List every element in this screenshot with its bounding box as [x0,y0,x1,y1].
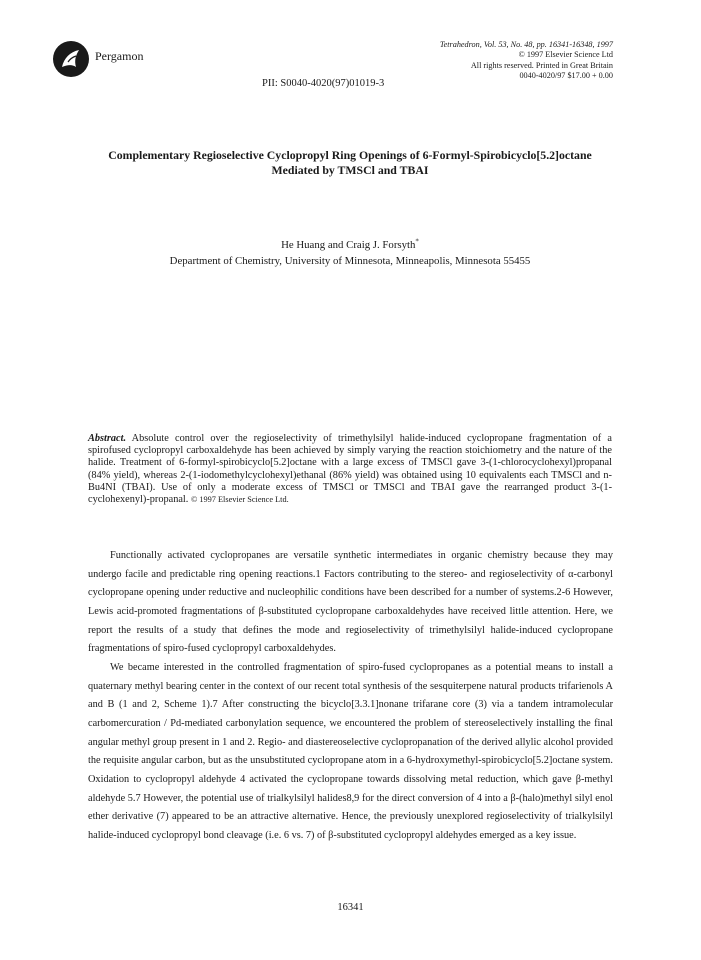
journal-info [283,40,613,82]
abstract-text: Absolute control over the regioselectivity of trimethylsilyl halide-induced cyclopropane fragmentation of a spirofused cyclopropyl carboxaldehyde has been achieved by simply varying the reaction stoichiometry and the nature of the halide. Treatment of 6-formyl-spirobicyclo[5.2]octane with a large excess of TMSCl gave 3-(1-chlorocyclohexyl)propanal (84% yield), whereas 2-(1-iodomethylcyclohexyl)ethanal (86% yield) was obtained using 10 equivalents each TMSCl and n-Bu4NI (TBAI). Use of only a moderate excess of TMSCl or TMSCl and TBAI gave the rearranged product 3-(1-cyclohexenyl)-propanal. [88,433,612,506]
article-title-line-2: Mediated by TMSCl and TBAI [271,163,429,177]
publisher-name: Pergamon [95,49,144,63]
article-body [88,547,613,846]
pii-identifier: PII: S0040-4020(97)01019-3 [262,78,385,89]
article-authors [60,238,640,252]
author-affiliation: Department of Chemistry, University of Minnesota, Minneapolis, Minnesota 55455 [169,255,531,267]
journal-citation: Tetrahedron, Vol. 53, No. 48, pp. 16341-16348, 1997 [439,40,613,49]
journal-copyright: © 1997 Elsevier Science Ltd [518,50,613,60]
body-paragraph-1: Functionally activated cyclopropanes are versatile synthetic intermediates in organic chemistry because they may undergo facile and predictable ring opening reactions.1 Factors contributing to the stereo- and regioselectivity of α-carbonyl cyclopropane opening under reductive and nucleophilic conditions have been described for a number of systems.2-6 However, Lewis acid-promoted fragmentations of β-substituted cyclopropane carboxaldehydes have received little attention. Here, we report the results of a study that defines the mode and regioselectivity of trimethylsilyl halide-induced cyclopropane fragmentations of spiro-fused cyclopropyl carboxaldehydes. [88,550,613,655]
journal-rights: All rights reserved. Printed in Great Britain [470,60,613,70]
article-title [70,148,630,178]
pergamon-logo-icon [52,40,90,78]
page-number: 16341 [337,902,364,913]
corresponding-author-mark: * [415,237,419,246]
article-title-line-1: Complementary Regioselective Cyclopropyl Ring Openings of 6-Formyl-Spirobicyclo[5.2]octane [108,148,592,162]
author-names: He Huang and Craig J. Forsyth [281,239,416,251]
abstract-copyright: © 1997 Elsevier Science Ltd. [190,495,289,505]
abstract-label: Abstract. [88,433,127,444]
abstract [88,433,612,506]
journal-issn: 0040-4020/97 $17.00 + 0.00 [519,71,613,81]
body-paragraph-2: We became interested in the controlled fragmentation of spiro-fused cyclopropanes as a potential means to install a quaternary methyl bearing center in the context of our recent total synthesis of the sesquiterpene natural products trifarienols A and B (1 and 2, Scheme 1).7 After constructing the bicyclo[3.3.1]nonane trifarane core (3) via a tandem intramolecular carbomercuration / Pd-mediated carbonylation sequence, we encountered the problem of stereoselectively installing the final angular methyl group present in 1 and 2. Regio- and diastereoselective cyclopropanation of the derived allylic alcohol provided the requisite angular carbon, but as the unsubstituted cyclopropane atom in a 6-hydroxymethyl-spirobicyclo[5.2]octane system. Oxidation to cyclopropyl aldehyde 4 activated the cyclopropane towards dissolving metal reduction, which gave β-methyl aldehyde 5.7 However, the potential use of trialkylsilyl halides8,9 for the direct conversion of 4 into a β-(halo)methyl silyl enol ether derivative (7) appeared to be an attractive alternative. Hence, the previously unexplored regioselectivity of trialkylsilyl halide-induced cyclopropyl bond cleavage (i.e. 6 vs. 7) of β-substituted cyclopropyl aldehydes emerged as a key issue. [88,661,613,841]
